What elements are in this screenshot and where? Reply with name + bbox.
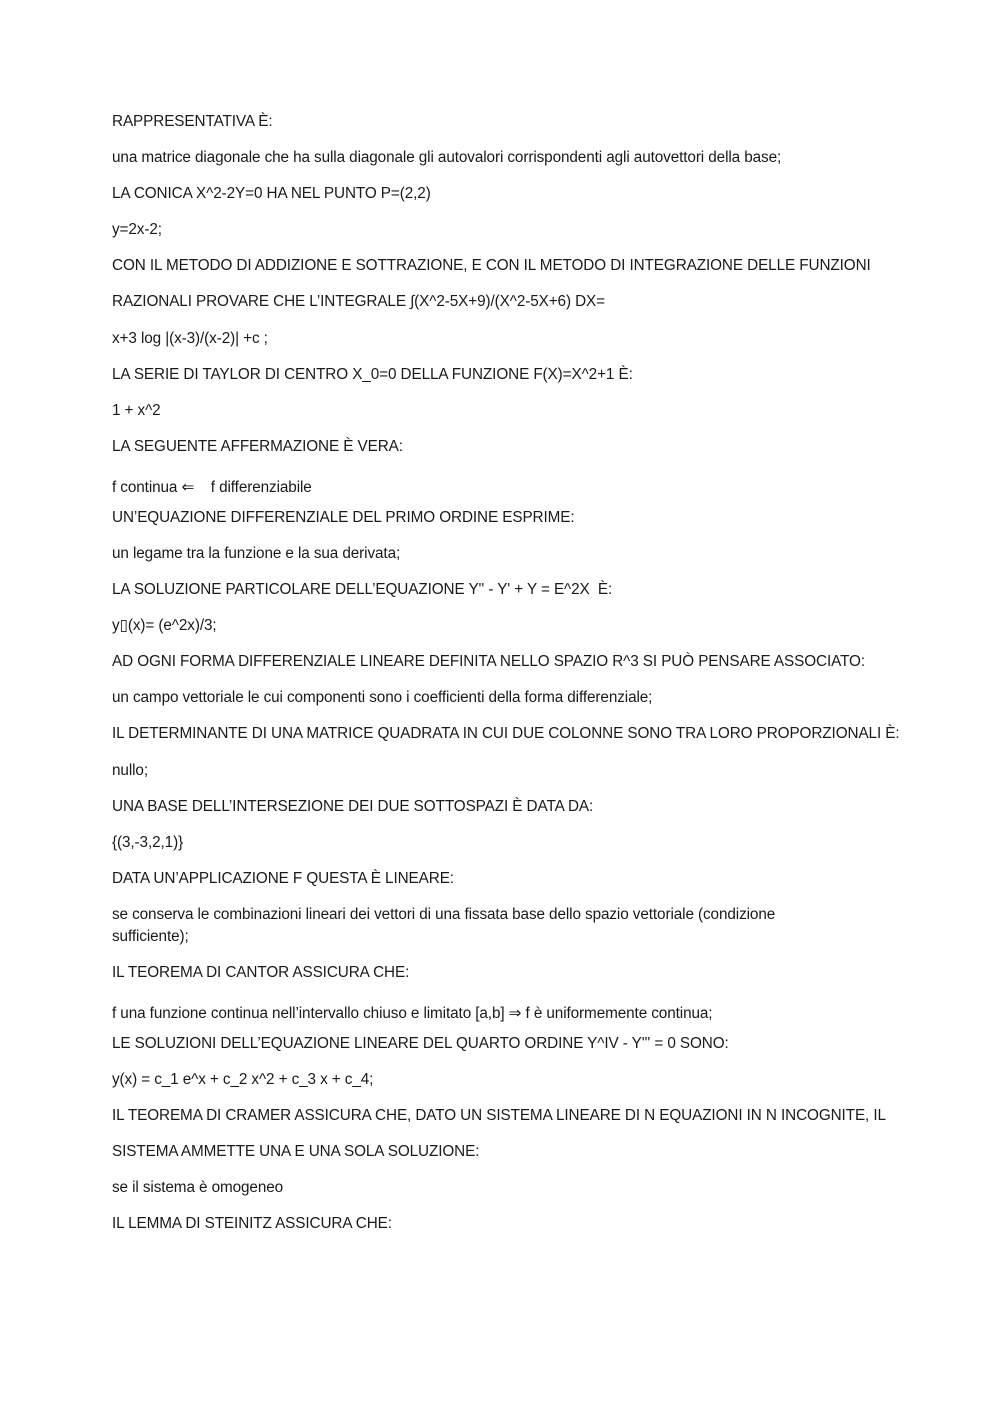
answer-line: una matrice diagonale che ha sulla diagonale gli autovalori corrispondenti agli autovettori della base; (112, 149, 782, 167)
question-line: LE SOLUZIONI DELL’EQUAZIONE LINEARE DEL QUARTO ORDINE Y^IV - Y''' = 0 SONO: (112, 1034, 729, 1052)
document-body (112, 111, 900, 1250)
question-line: UNA BASE DELL’INTERSEZIONE DEI DUE SOTTOSPAZI È DATA DA: (112, 797, 594, 815)
question-line: LA SERIE DI TAYLOR DI CENTRO X_0=0 DELLA FUNZIONE F(X)=X^2+1 È: (112, 365, 633, 383)
answer-line: y▯(x)= (e^2x)/3; (112, 617, 217, 635)
question-line: LA SEGUENTE AFFERMAZIONE È VERA: (112, 437, 403, 455)
question-line: LA SOLUZIONE PARTICOLARE DELL’EQUAZIONE Y'' - Y' + Y = E^2X È: (112, 581, 613, 599)
question-line: AD OGNI FORMA DIFFERENZIALE LINEARE DEFINITA NELLO SPAZIO R^3 SI PUÒ PENSARE ASSOCIATO: (112, 653, 866, 671)
question-line: IL TEOREMA DI CRAMER ASSICURA CHE, DATO UN SISTEMA LINEARE DI N EQUAZIONI IN N INCOGNITE, IL (112, 1107, 886, 1125)
question-line: IL LEMMA DI STEINITZ ASSICURA CHE: (112, 1215, 392, 1233)
answer-line: nullo; (112, 761, 148, 779)
answer-line: x+3 log |(x-3)/(x-2)| +c ; (112, 329, 268, 347)
question-line: LA CONICA X^2-2Y=0 HA NEL PUNTO P=(2,2) (112, 185, 431, 203)
answer-line: {(3,-3,2,1)} (112, 833, 184, 851)
question-line: SISTEMA AMMETTE UNA E UNA SOLA SOLUZIONE: (112, 1143, 480, 1161)
question-line: CON IL METODO DI ADDIZIONE E SOTTRAZIONE, E CON IL METODO DI INTEGRAZIONE DELLE FUNZIONI (112, 257, 871, 275)
answer-line: y=2x-2; (112, 221, 162, 239)
question-line: DATA UN’APPLICAZIONE F QUESTA È LINEARE: (112, 869, 454, 887)
answer-line: 1 + x^2 (112, 401, 161, 419)
question-line: RAPPRESENTATIVA È: (112, 113, 273, 130)
answer-line: y(x) = c_1 e^x + c_2 x^2 + c_3 x + c_4; (112, 1071, 374, 1089)
answer-line: f continua ⇐ f differenziabile (112, 478, 312, 496)
question-line: IL DETERMINANTE DI UNA MATRICE QUADRATA IN CUI DUE COLONNE SONO TRA LORO PROPORZIONALI È: (112, 725, 900, 743)
answer-line: f una funzione continua nell’intervallo chiuso e limitato [a,b] ⇒ f è uniformemente continua; (112, 1004, 713, 1022)
question-line: IL TEOREMA DI CANTOR ASSICURA CHE: (112, 963, 410, 981)
question-line: RAZIONALI PROVARE CHE L’INTEGRALE ∫(X^2-5X+9)/(X^2-5X+6) DX= (112, 293, 605, 311)
answer-line: se conserva le combinazioni lineari dei vettori di una fissata base dello spazio vettoriale (condizione sufficiente); (112, 905, 776, 945)
answer-line: se il sistema è omogeneo (112, 1179, 284, 1197)
question-line: UN’EQUAZIONE DIFFERENZIALE DEL PRIMO ORDINE ESPRIME: (112, 508, 575, 526)
answer-line: un campo vettoriale le cui componenti sono i coefficienti della forma differenziale; (112, 689, 653, 707)
answer-line: un legame tra la funzione e la sua derivata; (112, 544, 401, 562)
